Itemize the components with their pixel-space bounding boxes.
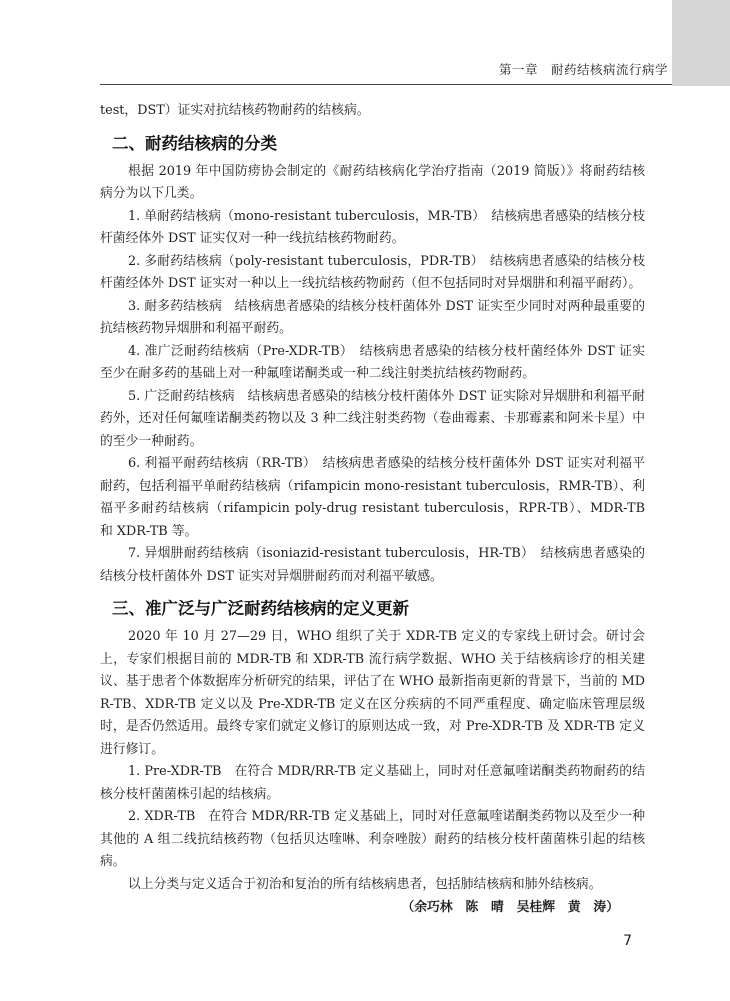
classification-item: 6. 利福平耐药结核病（RR-TB） 结核病患者感染的结核分枝杆菌体外 DST 证实对利福平耐药，包括利福平单耐药结核病（rifampicin mono-resistant tuberculosis，RMR-TB）、利福平多耐药结核病（rifampicin poly-drug resistant tuberculosis，RPR-TB）、MDR-TB 和 XDR-TB 等。 — [100, 456, 645, 539]
classification-item: 4. 准广泛耐药结核病（Pre-XDR-TB） 结核病患者感染的结核分枝杆菌经体外 DST 证实至少在耐多药的基础上对一种氟喹诺酮类或一种二线注射类抗结核药物耐药。 — [100, 343, 645, 381]
definition-item: 1. Pre-XDR-TB 在符合 MDR/RR-TB 定义基础上，同时对任意氟喹诺酮类药物耐药的结核分枝杆菌菌株引起的结核病。 — [100, 764, 645, 802]
classification-item: 2. 多耐药结核病（poly-resistant tuberculosis，PDR-TB） 结核病患者感染的结核分枝杆菌经体外 DST 证实对一种以上一线抗结核药物耐药（但不包括同时对异烟肼和利福平耐药）。 — [100, 253, 645, 291]
definition-item: 2. XDR-TB 在符合 MDR/RR-TB 定义基础上，同时对任意氟喹诺酮类药物以及至少一种其他的 A 组二线抗结核药物（包括贝达喹啉、利奈唑胺）耐药的结核分枝杆菌菌株引起的结核病。 — [100, 809, 645, 869]
header-rule — [100, 84, 672, 85]
page-body — [100, 100, 645, 920]
section-heading-classification: 二、耐药结核病的分类 — [112, 133, 277, 153]
closing-paragraph: 以上分类与定义适合于初治和复治的所有结核病患者，包括肺结核病和肺外结核病。 — [128, 876, 602, 892]
page-number: 7 — [623, 933, 632, 949]
classification-item: 3. 耐多药结核病 结核病患者感染的结核分枝杆菌体外 DST 证实至少同时对两种最重要的抗结核药物异烟肼和利福平耐药。 — [100, 298, 645, 336]
classification-item: 5. 广泛耐药结核病 结核病患者感染的结核分枝杆菌体外 DST 证实除对异烟肼和利福平耐药外，还对任何氟喹诺酮类药物以及 3 种二线注射类药物（卷曲霉素、卡那霉素和阿米卡星）中的至少一种耐药。 — [100, 388, 645, 449]
section3-intro: 2020 年 10 月 27—29 日，WHO 组织了关于 XDR-TB 定义的专家线上研讨会。研讨会上，专家们根据目前的 MDR-TB 和 XDR-TB 流行病学数据、WHO 关于结核病诊疗的相关建议、基于患者个体数据库分析研究的结果，评估了在 WHO 最新指南更新的背景下，当前的 MDR-TB、XDR-TB 定义以及 Pre-XDR-TB 定义在区分疾病的不同严重程度、确定临床管理层级时，是否仍然适用。最终专家们就定义修订的原则达成一致，对 Pre-XDR-TB 及 XDR-TB 定义进行修订。 — [100, 629, 645, 757]
running-header-title: 第一章 耐药结核病流行病学 — [498, 62, 668, 77]
section2-intro: 根据 2019 年中国防痨协会制定的《耐药结核病化学治疗指南（2019 简版）》将耐药结核病分为以下几类。 — [100, 163, 645, 201]
classification-item: 7. 异烟肼耐药结核病（isoniazid-resistant tuberculosis，HR-TB） 结核病患者感染的结核分枝杆菌体外 DST 证实对异烟肼耐药而对利福平敏感。 — [100, 546, 645, 584]
section-heading-definition-update: 三、准广泛与广泛耐药结核病的定义更新 — [112, 599, 409, 618]
classification-item: 1. 单耐药结核病（mono-resistant tuberculosis，MR-TB） 结核病患者感染的结核分枝杆菌经体外 DST 证实仅对一种一线抗结核药物耐药。 — [100, 208, 645, 246]
chapter-tab-marker — [672, 0, 730, 86]
author-signature: （余巧林 陈 晴 吴桂辉 黄 涛） — [401, 900, 619, 915]
intro-continuation: test，DST）证实对抗结核药物耐药的结核病。 — [100, 103, 370, 118]
